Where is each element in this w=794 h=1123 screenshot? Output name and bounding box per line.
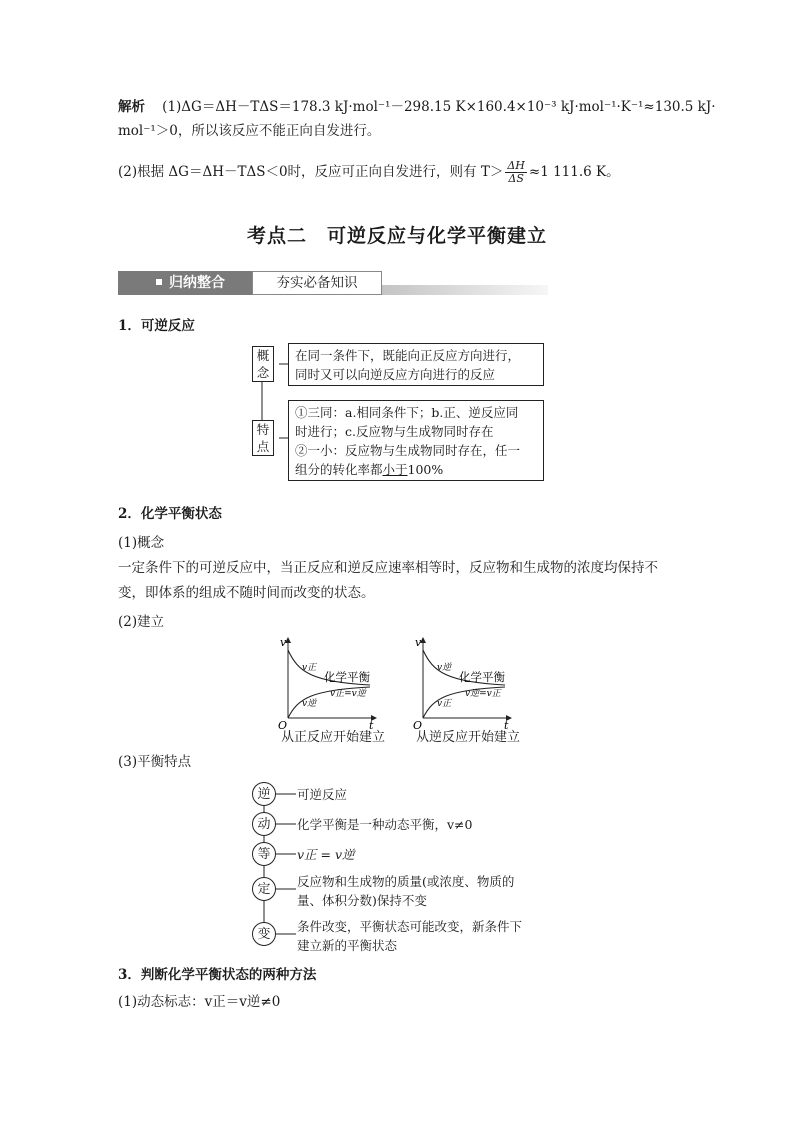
upper-curve-label: v正	[302, 663, 317, 673]
s3-sub1: (1)动态标志：v正＝v逆≠0	[118, 994, 281, 1010]
s2-para1: 一定条件下的可逆反应中，当正反应和逆反应速率相等时，反应物和生成物的浓度均保持不	[118, 560, 658, 576]
graph-forward-caption: 从正反应开始建立	[281, 730, 386, 745]
label-feature: 特点	[252, 420, 274, 456]
analysis-part1-line2: mol⁻¹＞0，所以该反应不能正向自发进行。	[118, 123, 381, 139]
square-bullet-icon	[156, 279, 162, 285]
lower-curve-label: v正	[437, 699, 452, 709]
feature-circle-2: 等	[252, 842, 276, 866]
v-axis-label: v	[415, 636, 422, 649]
upper-curve-label: v逆	[437, 663, 452, 673]
feature-box: ①三同：a.相同条件下；b.正、逆反应同 时进行；c.反应物与生成物同时存在 ②一小：反应物与生成物同时存在，任一 组分的转化率都小于100%	[288, 400, 544, 481]
feature-text-3a: 反应物和生成物的质量(或浓度、物质的	[297, 874, 515, 889]
section-title: 考点二 可逆反应与化学平衡建立	[246, 225, 547, 247]
t-axis-label: t	[504, 719, 509, 732]
s2-heading: 2．化学平衡状态	[118, 506, 222, 522]
feature-text-4b: 建立新的平衡状态	[297, 938, 398, 953]
feature-text-1: 化学平衡是一种动态平衡，v≠0	[297, 817, 473, 832]
feature-text-4a: 条件改变，平衡状态可能改变，新条件下	[297, 919, 523, 934]
analysis-part2-suffix: ≈1 111.6 K。	[528, 164, 620, 180]
feature-circle-0: 逆	[252, 782, 276, 806]
banner-gradient	[382, 285, 548, 295]
s2-sub2: (2)建立	[118, 614, 165, 630]
graph-reverse-caption: 从逆反应开始建立	[416, 730, 521, 745]
equilibrium-relation: v正=v逆	[330, 689, 366, 699]
banner-left: 归纳整合	[118, 271, 252, 295]
section-banner	[118, 271, 430, 295]
origin-label: O	[413, 719, 423, 732]
feature-circle-3: 定	[252, 877, 276, 901]
feature-text-3b: 量、体积分数)保持不变	[297, 893, 427, 908]
feature-text-0: 可逆反应	[297, 787, 348, 802]
t-axis-label: t	[369, 719, 374, 732]
s3-heading: 3．判断化学平衡状态的两种方法	[118, 967, 317, 983]
delta-h-over-delta-s: $\frac{\Delta H}{\Delta S}$	[507, 159, 525, 185]
analysis-line-1	[118, 98, 716, 116]
s1-heading: 1．可逆反应	[118, 318, 195, 334]
equilibrium-label: 化学平衡	[324, 670, 370, 684]
analysis-part2-prefix: (2)根据 ΔG＝ΔH－TΔS＜0时，反应可正向自发进行，则有 T＞	[118, 164, 504, 180]
feature-circle-1: 动	[252, 812, 276, 836]
banner-right: 夯实必备知识	[252, 271, 382, 295]
analysis-part1-line1: (1)ΔG＝ΔH－TΔS＝178.3 kJ·mol⁻¹－298.15 K×160.4×10⁻³ kJ·mol⁻¹·K⁻¹≈130.5 kJ·	[162, 99, 716, 115]
label-concept: 概念	[252, 346, 274, 382]
analysis-label: 解析	[118, 99, 145, 115]
s2-sub3: (3)平衡特点	[118, 754, 192, 770]
concept-box: 在同一条件下，既能向正反应方向进行， 同时又可以向逆反应方向进行的反应	[288, 343, 544, 386]
s2-sub1: (1)概念	[118, 535, 165, 551]
equilibrium-label: 化学平衡	[459, 670, 505, 684]
analysis-line-2	[118, 160, 620, 185]
equilibrium-relation: v逆=v正	[465, 689, 501, 699]
v-axis-label: v	[280, 636, 287, 649]
lower-curve-label: v逆	[302, 699, 317, 709]
origin-label: O	[278, 719, 288, 732]
s2-para2: 变，即体系的组成不随时间而改变的状态。	[118, 585, 375, 601]
feature-text-2: v正 = v逆	[297, 847, 355, 862]
feature-circle-4: 变	[252, 922, 276, 946]
